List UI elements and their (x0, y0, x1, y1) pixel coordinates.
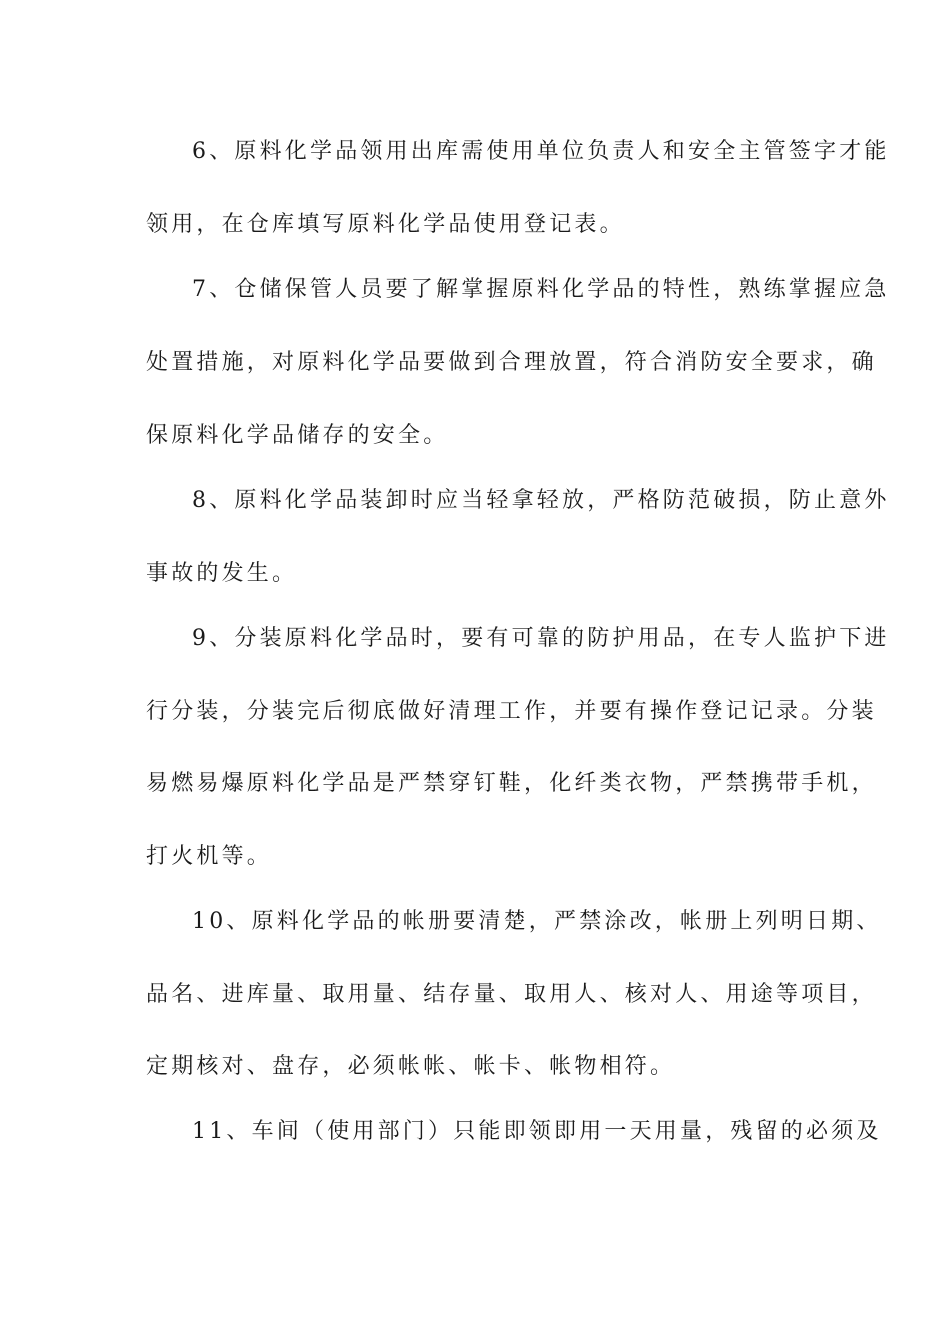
paragraph-6-line-1: 6、原料化学品领用出库需使用单位负责人和安全主管签字才能 (192, 139, 890, 164)
paragraph-10-line-1: 10、原料化学品的帐册要清楚，严禁涂改，帐册上列明日期、 (192, 909, 882, 934)
paragraph-10-line-2: 品名、进库量、取用量、结存量、取用人、核对人、用途等项目， (146, 982, 877, 1007)
paragraph-9-line-2: 行分装，分装完后彻底做好清理工作，并要有操作登记记录。分装 (146, 699, 877, 724)
paragraph-8-line-2: 事故的发生。 (146, 561, 298, 586)
paragraph-7-line-2: 处置措施，对原料化学品要做到合理放置，符合消防安全要求，确 (146, 350, 877, 375)
paragraph-6-line-2: 领用，在仓库填写原料化学品使用登记表。 (146, 212, 625, 237)
paragraph-9-line-1: 9、分装原料化学品时，要有可靠的防护用品，在专人监护下进 (192, 626, 890, 651)
paragraph-11-line-1: 11、车间（使用部门）只能即领即用一天用量，残留的必须及 (192, 1119, 882, 1144)
paragraph-10-line-3: 定期核对、盘存，必须帐帐、帐卡、帐物相符。 (146, 1054, 676, 1079)
paragraph-7-line-3: 保原料化学品储存的安全。 (146, 423, 449, 448)
paragraph-8-line-1: 8、原料化学品装卸时应当轻拿轻放，严格防范破损，防止意外 (192, 488, 890, 513)
paragraph-9-line-3: 易燃易爆原料化学品是严禁穿钉鞋，化纤类衣物，严禁携带手机， (146, 771, 877, 796)
paragraph-7-line-1: 7、仓储保管人员要了解掌握原料化学品的特性，熟练掌握应急 (192, 277, 890, 302)
paragraph-9-line-4: 打火机等。 (146, 844, 273, 869)
